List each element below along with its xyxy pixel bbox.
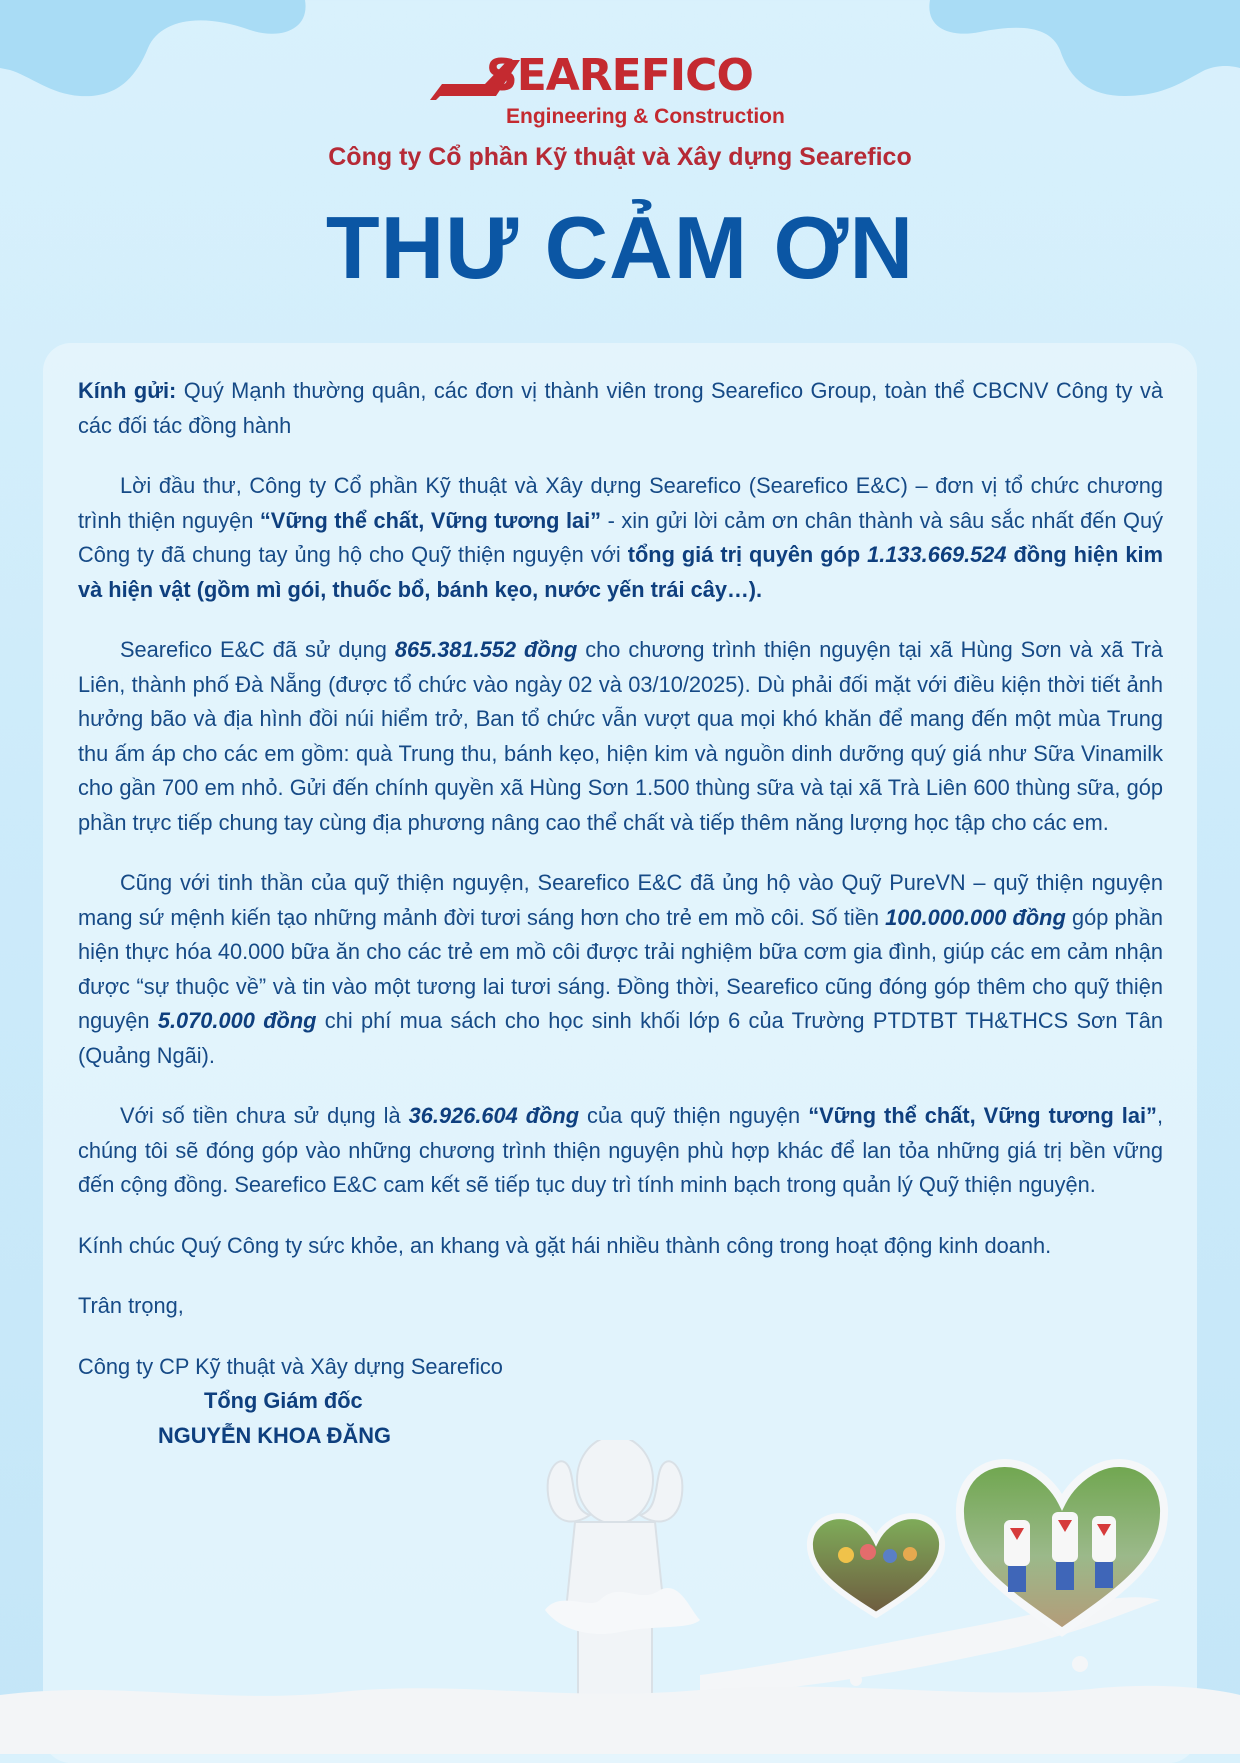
milk-droplet-icon [850, 1674, 862, 1686]
salutation-label: Kính gửi: [78, 378, 177, 403]
books-amount: 5.070.000 đồng [157, 1008, 317, 1033]
paragraph-usage [78, 633, 1163, 840]
signature-block [78, 1350, 1163, 1454]
milk-droplet-icon [1072, 1656, 1088, 1672]
paragraph-intro [78, 469, 1163, 607]
heart-photo-large [952, 1450, 1172, 1640]
remaining-text-2: của quỹ thiện nguyện [579, 1103, 809, 1128]
usage-text-2: cho chương trình thiện nguyện tại xã Hùng Sơn và xã Trà Liên, thành phố Đà Nẵng (được tổ chức vào ngày 02 và 03/10/2025). Dù phải đối mặt với điều kiện thời tiết ảnh hưởng bão và địa hình đồi núi hiểm trở, Ban tổ chức vẫn vượt qua mọi khó khăn để mang đến một mùa Trung thu ấm áp cho các em gồm: quà Trung thu, bánh kẹo, hiện kim và nguồn dinh dưỡng quý giá như Sữa Vinamilk cho gần 700 em nhỏ. Gửi đến chính quyền xã Hùng Sơn 1.500 thùng sữa và tại xã Trà Liên 600 thùng sữa, góp phần trực tiếp chung tay cùng địa phương nâng cao thể chất và tiếp thêm năng lượng học tập cho các em. [78, 637, 1163, 835]
company-logo [430, 50, 810, 130]
signature-name: NGUYỄN KHOA ĐĂNG [158, 1422, 391, 1448]
closing: Trân trọng, [78, 1293, 184, 1318]
remaining-text-1: Với số tiền chưa sử dụng là [120, 1103, 409, 1128]
paragraph-purevn [78, 866, 1163, 1073]
company-name: Công ty Cổ phần Kỹ thuật và Xây dựng Searefico [328, 143, 912, 171]
wishes: Kính chúc Quý Công ty sức khỏe, an khang và gặt hái nhiều thành công trong hoạt động kinh doanh. [78, 1232, 1052, 1258]
logo-subtitle: Engineering & Construction [506, 105, 785, 128]
purevn-text-3: chi phí mua sách cho học sinh khối lớp 6 của Trường PTDTBT TH&THCS Sơn Tân (Quảng Ngãi). [78, 1008, 1163, 1068]
salutation-text: Quý Mạnh thường quân, các đơn vị thành viên trong Searefico Group, toàn thể CBCNV Công ty và các đối tác đồng hành [78, 378, 1163, 438]
intro-text-2: - xin gửi lời cảm ơn chân thành và sâu sắc nhất đến Quý Công ty đã chung tay ủng hộ cho Quỹ thiện nguyện với [78, 507, 1163, 567]
signature-company: Công ty CP Kỹ thuật và Xây dựng Searefico [78, 1353, 503, 1379]
document-title: THƯ CẢM ƠN [325, 198, 915, 297]
total-donation-label: tổng giá trị quyên góp [627, 542, 861, 567]
salutation [78, 374, 1163, 443]
letter-body [78, 374, 1163, 1453]
signature-position: Tổng Giám đốc [204, 1388, 363, 1413]
program-name: “Vững thể chất, Vững tương lai” [259, 507, 602, 533]
purevn-text-1: Cũng với tinh thần của quỹ thiện nguyện, Searefico E&C đã ủng hộ vào Quỹ PureVN – quỹ thiện nguyện mang sứ mệnh kiến tạo những mảnh đời tươi sáng hơn cho trẻ em mồ côi. Số tiền [78, 870, 1163, 930]
remaining-text-3: , chúng tôi sẽ đóng góp vào những chương trình thiện nguyện phù hợp khác để lan tỏa những giá trị bền vững đến cộng đồng. Searefico E&C cam kết sẽ tiếp tục duy trì tính minh bạch trong quản lý Quỹ thiện nguyện. [78, 1103, 1164, 1197]
usage-text-1: Searefico E&C đã sử dụng [120, 637, 395, 662]
total-donation-amount: 1.133.669.524 [867, 542, 1007, 567]
paragraph-remaining [78, 1099, 1163, 1203]
program-name-repeat: “Vững thể chất, Vững tương lai” [808, 1103, 1157, 1128]
intro-text-1: Lời đầu thư, Công ty Cổ phần Kỹ thuật và Xây dựng Searefico (Searefico E&C) – đơn vị tổ chức chương trình thiện nguyện [78, 473, 1163, 533]
logo-wordmark: SEAREFICO [486, 50, 753, 101]
letter-header [0, 50, 1240, 297]
heart-photo-small [806, 1510, 946, 1620]
purevn-amount: 100.000.000 đồng [885, 904, 1066, 930]
remaining-amount: 36.926.604 đồng [408, 1103, 580, 1128]
used-amount: 865.381.552 đồng [394, 637, 578, 662]
milk-pool-shape [0, 1686, 1240, 1754]
purevn-text-2: góp phần hiện thực hóa 40.000 bữa ăn cho các trẻ em mồ côi được trải nghiệm bữa cơm gia đình, giúp các em cảm nhận được “sự thuộc về” và tin vào một tương lai tươi sáng. Đồng thời, Searefico cũng đóng góp thêm cho quỹ thiện nguyện [78, 904, 1163, 1033]
total-donation-description: đồng hiện kim và hiện vật (gồm mì gói, thuốc bổ, bánh kẹo, nước yến trái cây…). [78, 542, 1163, 602]
